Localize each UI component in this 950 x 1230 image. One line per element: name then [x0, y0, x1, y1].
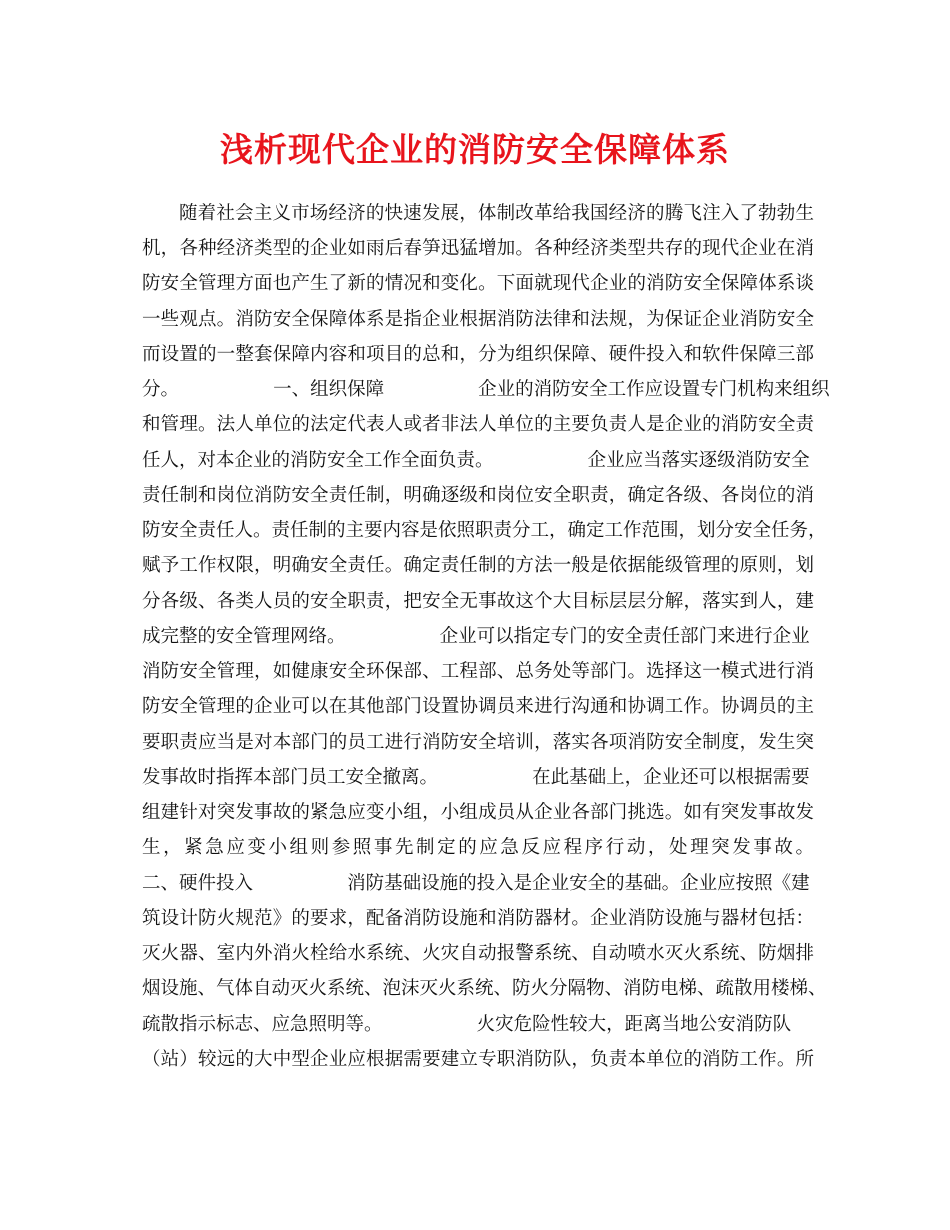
text-line: 和管理。法人单位的法定代表人或者非法人单位的主要负责人是企业的消防安全责 [142, 414, 814, 435]
text-line: 组建针对突发事故的紧急应变小组，小组成员从企业各部门挑选。如有突发事故发 [142, 802, 814, 823]
text-line: 机，各种经济类型的企业如雨后春笋迅猛增加。各种经济类型共存的现代企业在消 [142, 238, 814, 259]
document-title: 浅析现代企业的消防安全保障体系 [220, 130, 730, 169]
text-line: 生，紧急应变小组则参照事先制定的应急反应程序行动，处理突发事故。 [142, 837, 814, 858]
text-line: 分各级、各类人员的安全职责，把安全无事故这个大目标层层分解，落实到人，建 [142, 591, 814, 612]
text-line: 任人，对本企业的消防安全工作全面负责。 企业应当落实逐级消防安全 [142, 450, 810, 471]
text-line: 筑设计防火规范》的要求，配备消防设施和消防器材。企业消防设施与器材包括： [142, 908, 814, 929]
text-line: 而设置的一整套保障内容和项目的总和，分为组织保障、硬件投入和软件保障三部 [142, 344, 814, 365]
text-line: 成完整的安全管理网络。 企业可以指定专门的安全责任部门来进行企业 [142, 626, 810, 647]
text-line: 防安全责任人。责任制的主要内容是依照职责分工，确定工作范围，划分安全任务， [142, 520, 827, 541]
text-line: 赋予工作权限，明确安全责任。确定责任制的方法一般是依据能级管理的原则，划 [142, 555, 814, 576]
text-line: 二、硬件投入 消防基础设施的投入是企业安全的基础。企业应按照《建 [142, 873, 810, 894]
text-line: 消防安全管理，如健康安全环保部、工程部、总务处等部门。选择这一模式进行消 [142, 661, 814, 682]
text-line: 分。 一、组织保障 企业的消防安全工作应设置专门机构来组织 [142, 379, 830, 400]
text-line: 疏散指示标志、应急照明等。 火灾危险性较大，距离当地公安消防队 [142, 1014, 792, 1035]
text-line: 随着社会主义市场经济的快速发展，体制改革给我国经济的腾飞注入了勃勃生 [179, 203, 814, 224]
text-line: 防安全管理方面也产生了新的情况和变化。下面就现代企业的消防安全保障体系谈 [142, 273, 814, 294]
text-line: 责任制和岗位消防安全责任制，明确逐级和岗位安全职责，确定各级、各岗位的消 [142, 485, 814, 506]
text-line: 防安全管理的企业可以在其他部门设置协调员来进行沟通和协调工作。协调员的主 [142, 696, 814, 717]
text-line: 一些观点。消防安全保障体系是指企业根据消防法律和法规，为保证企业消防安全 [142, 309, 814, 330]
text-line: 发事故时指挥本部门员工安全撤离。 在此基础上，企业还可以根据需要 [142, 767, 810, 788]
text-line: 要职责应当是对本部门的员工进行消防安全培训，落实各项消防安全制度，发生突 [142, 732, 814, 753]
text-line: （站）较远的大中型企业应根据需要建立专职消防队，负责本单位的消防工作。所 [142, 1049, 814, 1070]
text-line: 烟设施、气体自动灭火系统、泡沫灭火系统、防火分隔物、消防电梯、疏散用楼梯、 [142, 978, 827, 999]
text-line: 灭火器、室内外消火栓给水系统、火灾自动报警系统、自动喷水灭火系统、防烟排 [142, 943, 814, 964]
